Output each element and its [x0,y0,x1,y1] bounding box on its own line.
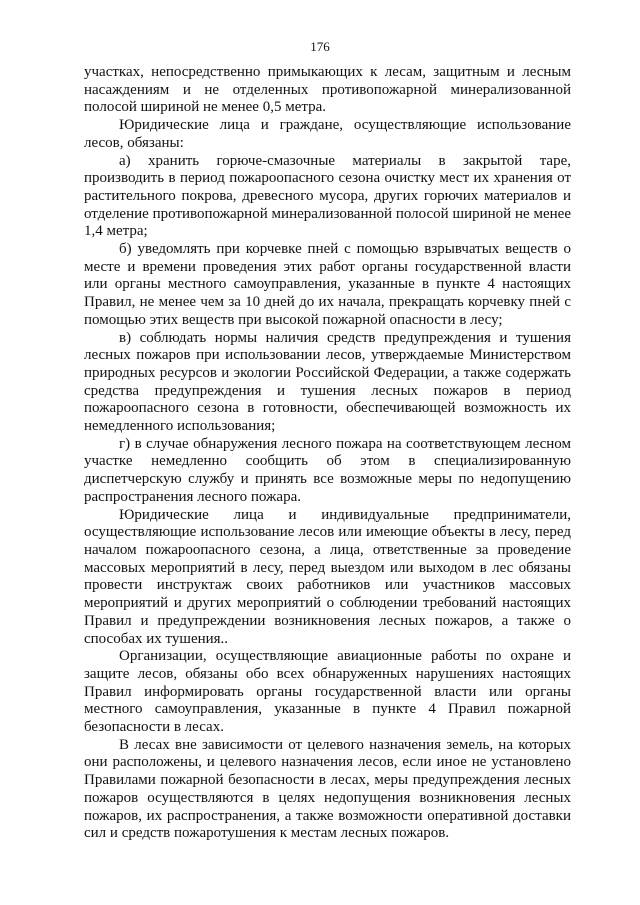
paragraph-obligations-intro: Юридические лица и граждане, осуществляющие использование лесов, обязаны: [84,117,571,151]
paragraph-aviation: Организации, осуществляющие авиационные работы по охране и защите лесов, обязаны обо всех обнаруженных нарушениях настоящих Правил информировать органы государственной власти или органы местного самоуправления, указанные в пункте 4 Правил пожарной безопасности в лесах. [84,648,571,736]
paragraph-item-b: б) уведомлять при корчевке пней с помощью взрывчатых веществ о месте и времени проведения этих работ органы государственной власти или органы местного самоуправления, указанные в пункте 4 настоящих Правил, не менее чем за 10 дней до их начала, прекращать корчевку пней с помощью этих веществ при высокой пожарной опасности в лесу; [84,241,571,328]
paragraph-continuation: участках, непосредственно примыкающих к лесам, защитным и лесным насаждениям и не отделенных противопожарной минерализованной полосой шириной не менее 0,5 метра. [84,64,571,116]
paragraph-item-v: в) соблюдать нормы наличия средств предупреждения и тушения лесных пожаров при использовании лесов, утверждаемые Министерством природных ресурсов и экологии Российской Федерации, а также содержать средства предупреждения и тушения лесных пожаров в период пожароопасного сезона в готовности, обеспечивающей возможность их немедленного использования; [84,329,571,435]
document-body [84,64,571,843]
paragraph-prevention: В лесах вне зависимости от целевого назначения земель, на которых они расположены, и целевого назначения лесов, если иное не установлено Правилами пожарной безопасности в лесах, меры предупреждения лесных пожаров осуществляются в целях недопущения возникновения лесных пожаров, их распространения, а также возможности оперативной доставки сил и средств пожаротушения к местам лесных пожаров. [84,736,571,842]
paragraph-item-g: г) в случае обнаружения лесного пожара на соответствующем лесном участке немедленно сообщить об этом в специализированную диспетчерскую службу и принять все возможные меры по недопущению распространения лесного пожара. [84,435,571,505]
paragraph-item-a: а) хранить горюче-смазочные материалы в закрытой таре, производить в период пожароопасного сезона очистку мест их хранения от растительного покрова, древесного мусора, других горючих материалов и отделение противопожарной минерализованной полосой шириной не менее 1,4 метра; [84,152,571,240]
paragraph-instruction: Юридические лица и индивидуальные предприниматели, осуществляющие использование лесов или имеющие объекты в лесу, перед началом пожароопасного сезона, а лица, ответственные за проведение массовых мероприятий в лесу, перед выездом или выходом в лес обязаны провести инструктаж своих работников или участников массовых мероприятий и других мероприятий о соблюдении требований настоящих Правил и предупреждении возникновения лесных пожаров, а также о способах их тушения.. [84,506,571,647]
page-number: 176 [310,39,330,54]
